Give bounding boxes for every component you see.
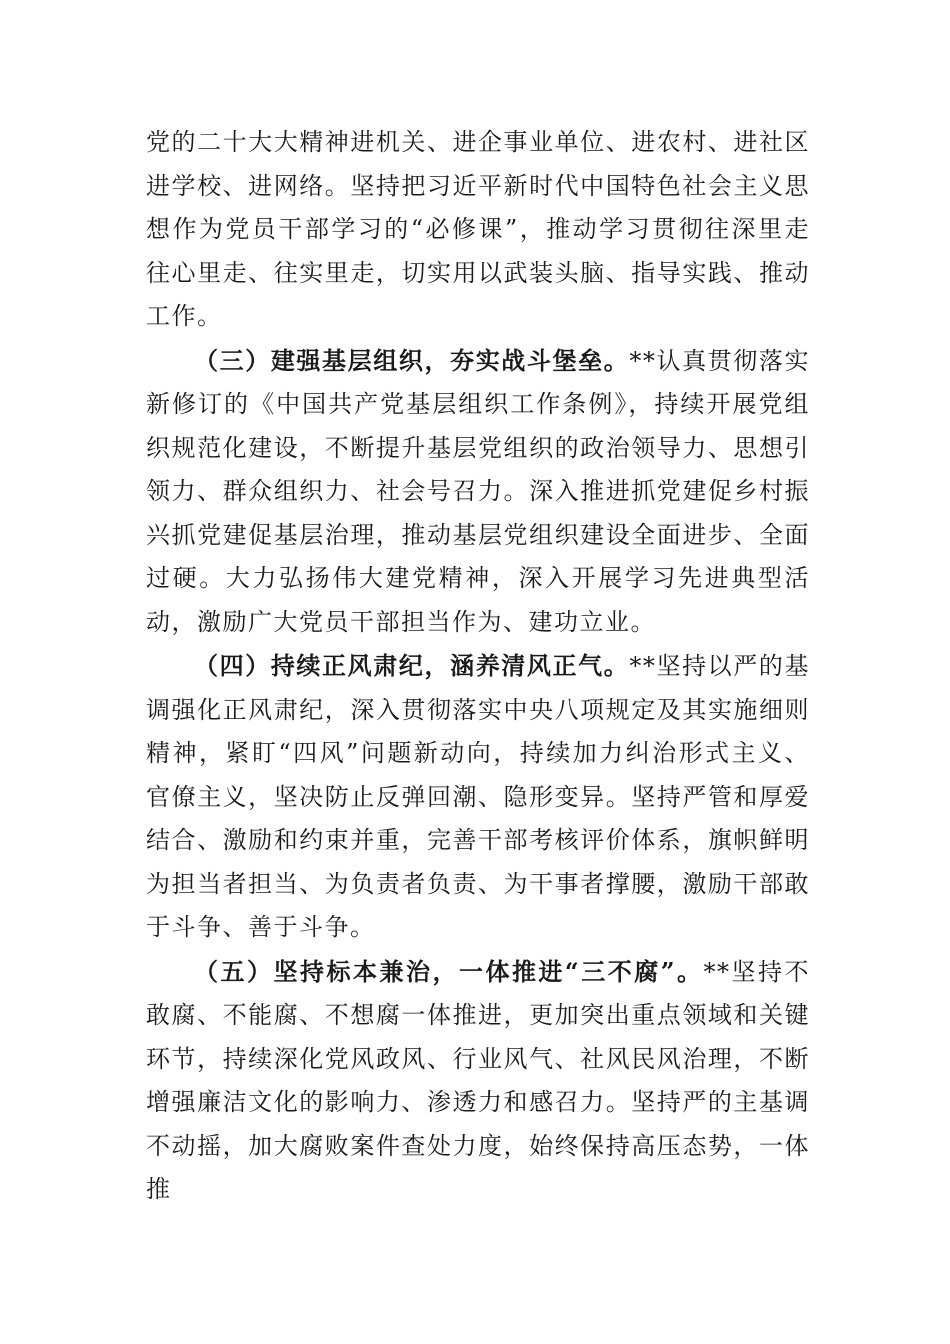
section-heading-5: （五）坚持标本兼治，一体推进“三不腐”。 bbox=[194, 956, 704, 986]
paragraph-3 bbox=[146, 644, 810, 950]
paragraph-1 bbox=[146, 121, 810, 339]
section-heading-4: （四）持续正风肃纪，涵养清风正气。 bbox=[194, 651, 630, 680]
document-body bbox=[146, 121, 810, 1212]
paragraph-1-body: 党的二十大大精神进机关、进企事业单位、进农村、进社区进学校、进网络。坚持把习近平新时代中国特色社会主义思想作为党员干部学习的“必修课”，推动学习贯彻往深里走往心里走、往实里走，切实用以武装头脑、指导实践、推动工作。 bbox=[146, 128, 810, 330]
paragraph-3-body: **坚持以严的基调强化正风肃纪，深入贯彻落实中央八项规定及其实施细则精神，紧盯“四风”问题新动向，持续加力纠治形式主义、官僚主义，坚决防止反弹回潮、隐形变异。坚持严管和厚爱结合、激励和约束并重，完善干部考核评价体系，旗帜鲜明为担当者担当、为负责者负责、为干事者撑腰，激励干部敢于斗争、善于斗争。 bbox=[146, 652, 811, 941]
paragraph-4-body: **坚持不敢腐、不能腐、不想腐一体推进，更加突出重点领域和关键环节，持续深化党风政风、行业风气、社风民风治理，不断增强廉洁文化的影响力、渗透力和感召力。坚持严的主基调不动摇，加大腐败案件查处力度，始终保持高压态势，一体推 bbox=[146, 957, 811, 1203]
paragraph-2 bbox=[146, 339, 810, 645]
paragraph-2-body: **认真贯彻落实新修订的《中国共产党基层组织工作条例》，持续开展党组织规范化建设，不断提升基层党组织的政治领导力、思想引领力、群众组织力、社会号召力。深入推进抓党建促乡村振兴抓党建促基层治理，推动基层党组织建设全面进步、全面过硬。大力弘扬伟大建党精神，深入开展学习先进典型活动，激励广大党员干部担当作为、建功立业。 bbox=[146, 346, 811, 636]
section-heading-3: （三）建强基层组织，夯实战斗堡垒。 bbox=[194, 345, 630, 375]
paragraph-4 bbox=[146, 950, 810, 1212]
